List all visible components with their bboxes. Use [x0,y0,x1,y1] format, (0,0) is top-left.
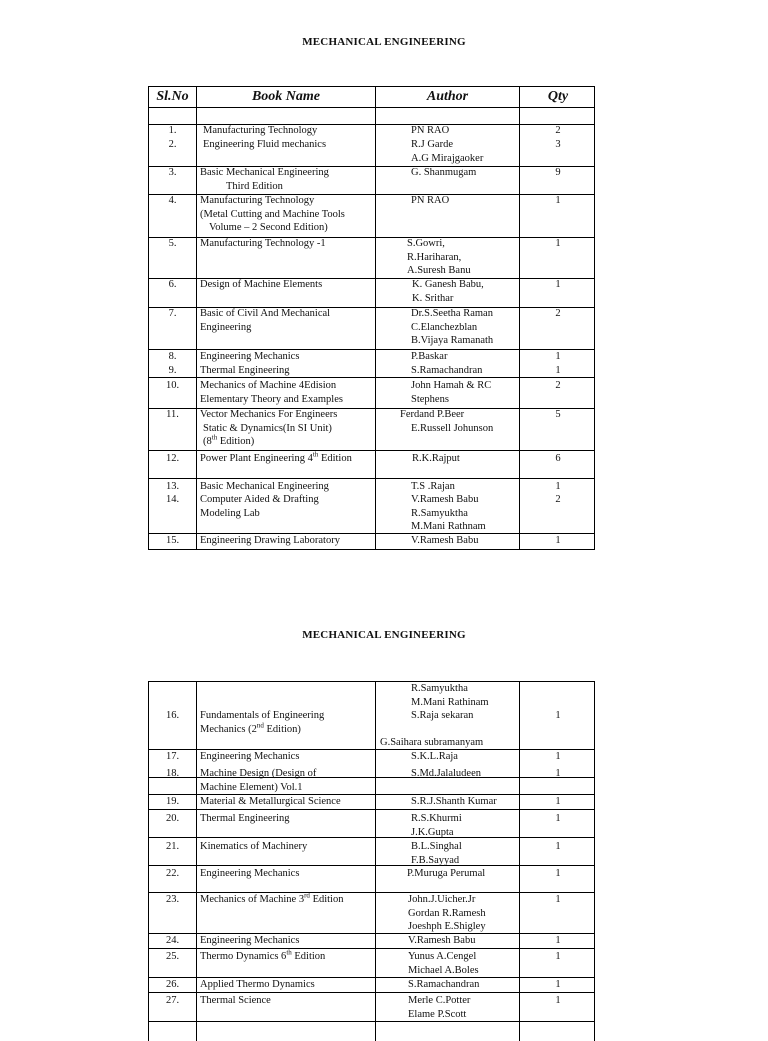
quantity: 1 [555,935,561,946]
row-divider [149,450,594,451]
quantity: 1 [555,751,561,762]
row-divider [149,948,594,949]
book-name: Thermo Dynamics 6th Edition [200,948,326,962]
author-name: PN RAO [411,195,450,206]
book-name: Manufacturing Technology [203,125,318,136]
author-name: S.Ramachandran [408,979,480,990]
row-divider [149,809,594,810]
row-number: 1. [168,125,177,136]
book-name: Engineering Fluid mechanics [203,139,327,150]
book-name: Mechanics of Machine 4Edision Elementary Theory and Examples [200,380,343,405]
row-divider [149,865,594,866]
row-number: 24. [165,935,180,946]
book-name: Machine Design (Design of Machine Element) Vol.1 [200,768,317,793]
author-name: T.S .Rajan [411,481,455,492]
row-number: 6. [168,279,177,290]
row-number: 9. [168,365,177,376]
quantity: 6 [555,453,561,464]
quantity: 1 [555,195,561,206]
book-name: Vector Mechanics For Engineers Static & Dynamics(In SI Unit) (8th Edition) [200,409,338,447]
book-name: Engineering Mechanics [200,751,300,762]
author-name: R.J Garde A.G Mirajgaoker [411,139,484,164]
author-name: John Hamah & RC Stephens [411,380,492,405]
book-name: Engineering Mechanics [200,351,300,362]
book-name: Mechanics of Machine 3rd Edition [200,891,344,905]
quantity: 1 [555,481,561,492]
book-name: Applied Thermo Dynamics [200,979,315,990]
quantity: 1 [555,951,561,962]
row-divider [149,478,594,479]
book-name: Basic Mechanical Engineering [200,481,329,492]
book-name: Thermal Engineering [200,813,290,824]
row-number: 16. [165,710,180,721]
quantity: 1 [555,365,561,376]
author-name: S.Gowri, R.Hariharan, A.Suresh Banu [407,238,471,276]
quantity: 1 [555,768,561,779]
quantity: 1 [555,894,561,905]
author-name: S.K.L.Raja [411,751,458,762]
section-title: MECHANICAL ENGINEERING [302,629,466,641]
book-name: Fundamentals of Engineering Mechanics (2nd Edition) [200,710,325,735]
row-number: 2. [168,139,177,150]
author-name: S.R.J.Shanth Kumar [411,796,497,807]
quantity: 1 [555,995,561,1006]
author-name: R.Samyuktha M.Mani Rathinam S.Raja sekaran G.Saihara subramanyam [380,683,489,748]
row-number: 23. [165,894,180,905]
book-name: Thermal Science [200,995,271,1006]
row-number: 22. [165,868,180,879]
book-name: Basic Mechanical Engineering Third Edition [200,167,329,192]
quantity: 2 [555,125,561,136]
author-name: Ferdand P.Beer E.Russell Johunson [400,409,494,434]
author-name: Yunus A.Cengel Michael A.Boles [408,951,479,976]
quantity: 1 [555,351,561,362]
book-name: Material & Metallurgical Science [200,796,341,807]
author-name: V.Ramesh Babu [408,935,476,946]
row-number: 14. [165,494,180,505]
book-name: Design of Machine Elements [200,279,323,290]
author-name: K. Ganesh Babu, K. Srithar [412,279,484,304]
header-qty: Qty [547,89,569,104]
row-number: 4. [168,195,177,206]
author-name: Merle C.Potter Elame P.Scott [408,995,471,1020]
quantity: 9 [555,167,561,178]
quantity: 1 [555,796,561,807]
column-divider [196,87,197,549]
author-name: S.Ramachandran [411,365,483,376]
row-number: 11. [166,409,179,420]
author-name: P.Baskar [411,351,448,362]
quantity: 1 [555,841,561,852]
header-slno: Sl.No [156,89,189,104]
row-number: 10. [165,380,180,391]
author-name: R.K.Rajput [412,453,460,464]
quantity: 1 [555,238,561,249]
author-name: Dr.S.Seetha Raman C.Elanchezblan B.Vijaya Ramanath [411,308,494,346]
row-divider [149,992,594,993]
book-name: Thermal Engineering [200,365,290,376]
row-number: 27. [165,995,180,1006]
row-divider [149,837,594,838]
quantity: 1 [555,813,561,824]
row-number: 5. [168,238,177,249]
page-title: MECHANICAL ENGINEERING [302,36,466,48]
author-name: John.J.Uicher.Jr Gordan R.Ramesh Joeshph E.Shigley [408,894,486,932]
quantity: 2 [555,380,561,391]
author-name: V.Ramesh Babu [411,535,479,546]
book-name: Engineering Drawing Laboratory [200,535,340,546]
row-number: 7. [168,308,177,319]
quantity: 1 [555,979,561,990]
book-name: Basic of Civil And Mechanical Engineering [200,308,331,333]
book-name: Manufacturing Technology (Metal Cutting and Machine Tools Volume – 2 Second Edition) [200,195,345,233]
row-number: 12. [165,453,180,464]
book-name: Manufacturing Technology -1 [200,238,326,249]
author-name: S.Md.Jalaludeen [411,768,481,779]
row-number: 20. [165,813,180,824]
quantity: 2 [555,494,561,505]
header-author: Author [426,89,469,104]
row-number: 21. [165,841,180,852]
book-name: Kinematics of Machinery [200,841,308,852]
book-name: Power Plant Engineering 4th Edition [200,450,352,464]
row-divider [149,1021,594,1022]
quantity: 2 [555,308,561,319]
row-number: 8. [168,351,177,362]
author-name: R.S.Khurmi J.K.Gupta [411,813,462,838]
row-number: 17. [165,751,180,762]
row-number: 25. [165,951,180,962]
author-name: P.Muruga Perumal [407,868,486,879]
quantity: 1 [555,868,561,879]
row-number: 26. [165,979,180,990]
quantity: 5 [555,409,561,420]
author-name: V.Ramesh Babu R.Samyuktha M.Mani Rathnam [411,494,486,532]
header-book-name: Book Name [251,89,321,104]
author-name: PN RAO [411,125,450,136]
book-name: Engineering Mechanics [200,868,300,879]
book-name: Computer Aided & Drafting Modeling Lab [200,494,319,519]
quantity: 3 [555,139,561,150]
author-name: G. Shanmugam [411,167,477,178]
row-number: 15. [165,535,180,546]
book-name: Engineering Mechanics [200,935,300,946]
row-divider [149,107,594,108]
row-number: 19. [165,796,180,807]
quantity: 1 [555,535,561,546]
quantity: 1 [555,710,561,721]
row-number: 3. [168,167,177,178]
quantity: 1 [555,279,561,290]
author-name: B.L.Singhal F.B.Sayyad [411,841,462,866]
row-number: 18. [165,768,180,779]
column-divider [375,87,376,549]
book-table-continued [148,681,595,1041]
book-table [148,86,595,550]
row-number: 13. [165,481,180,492]
